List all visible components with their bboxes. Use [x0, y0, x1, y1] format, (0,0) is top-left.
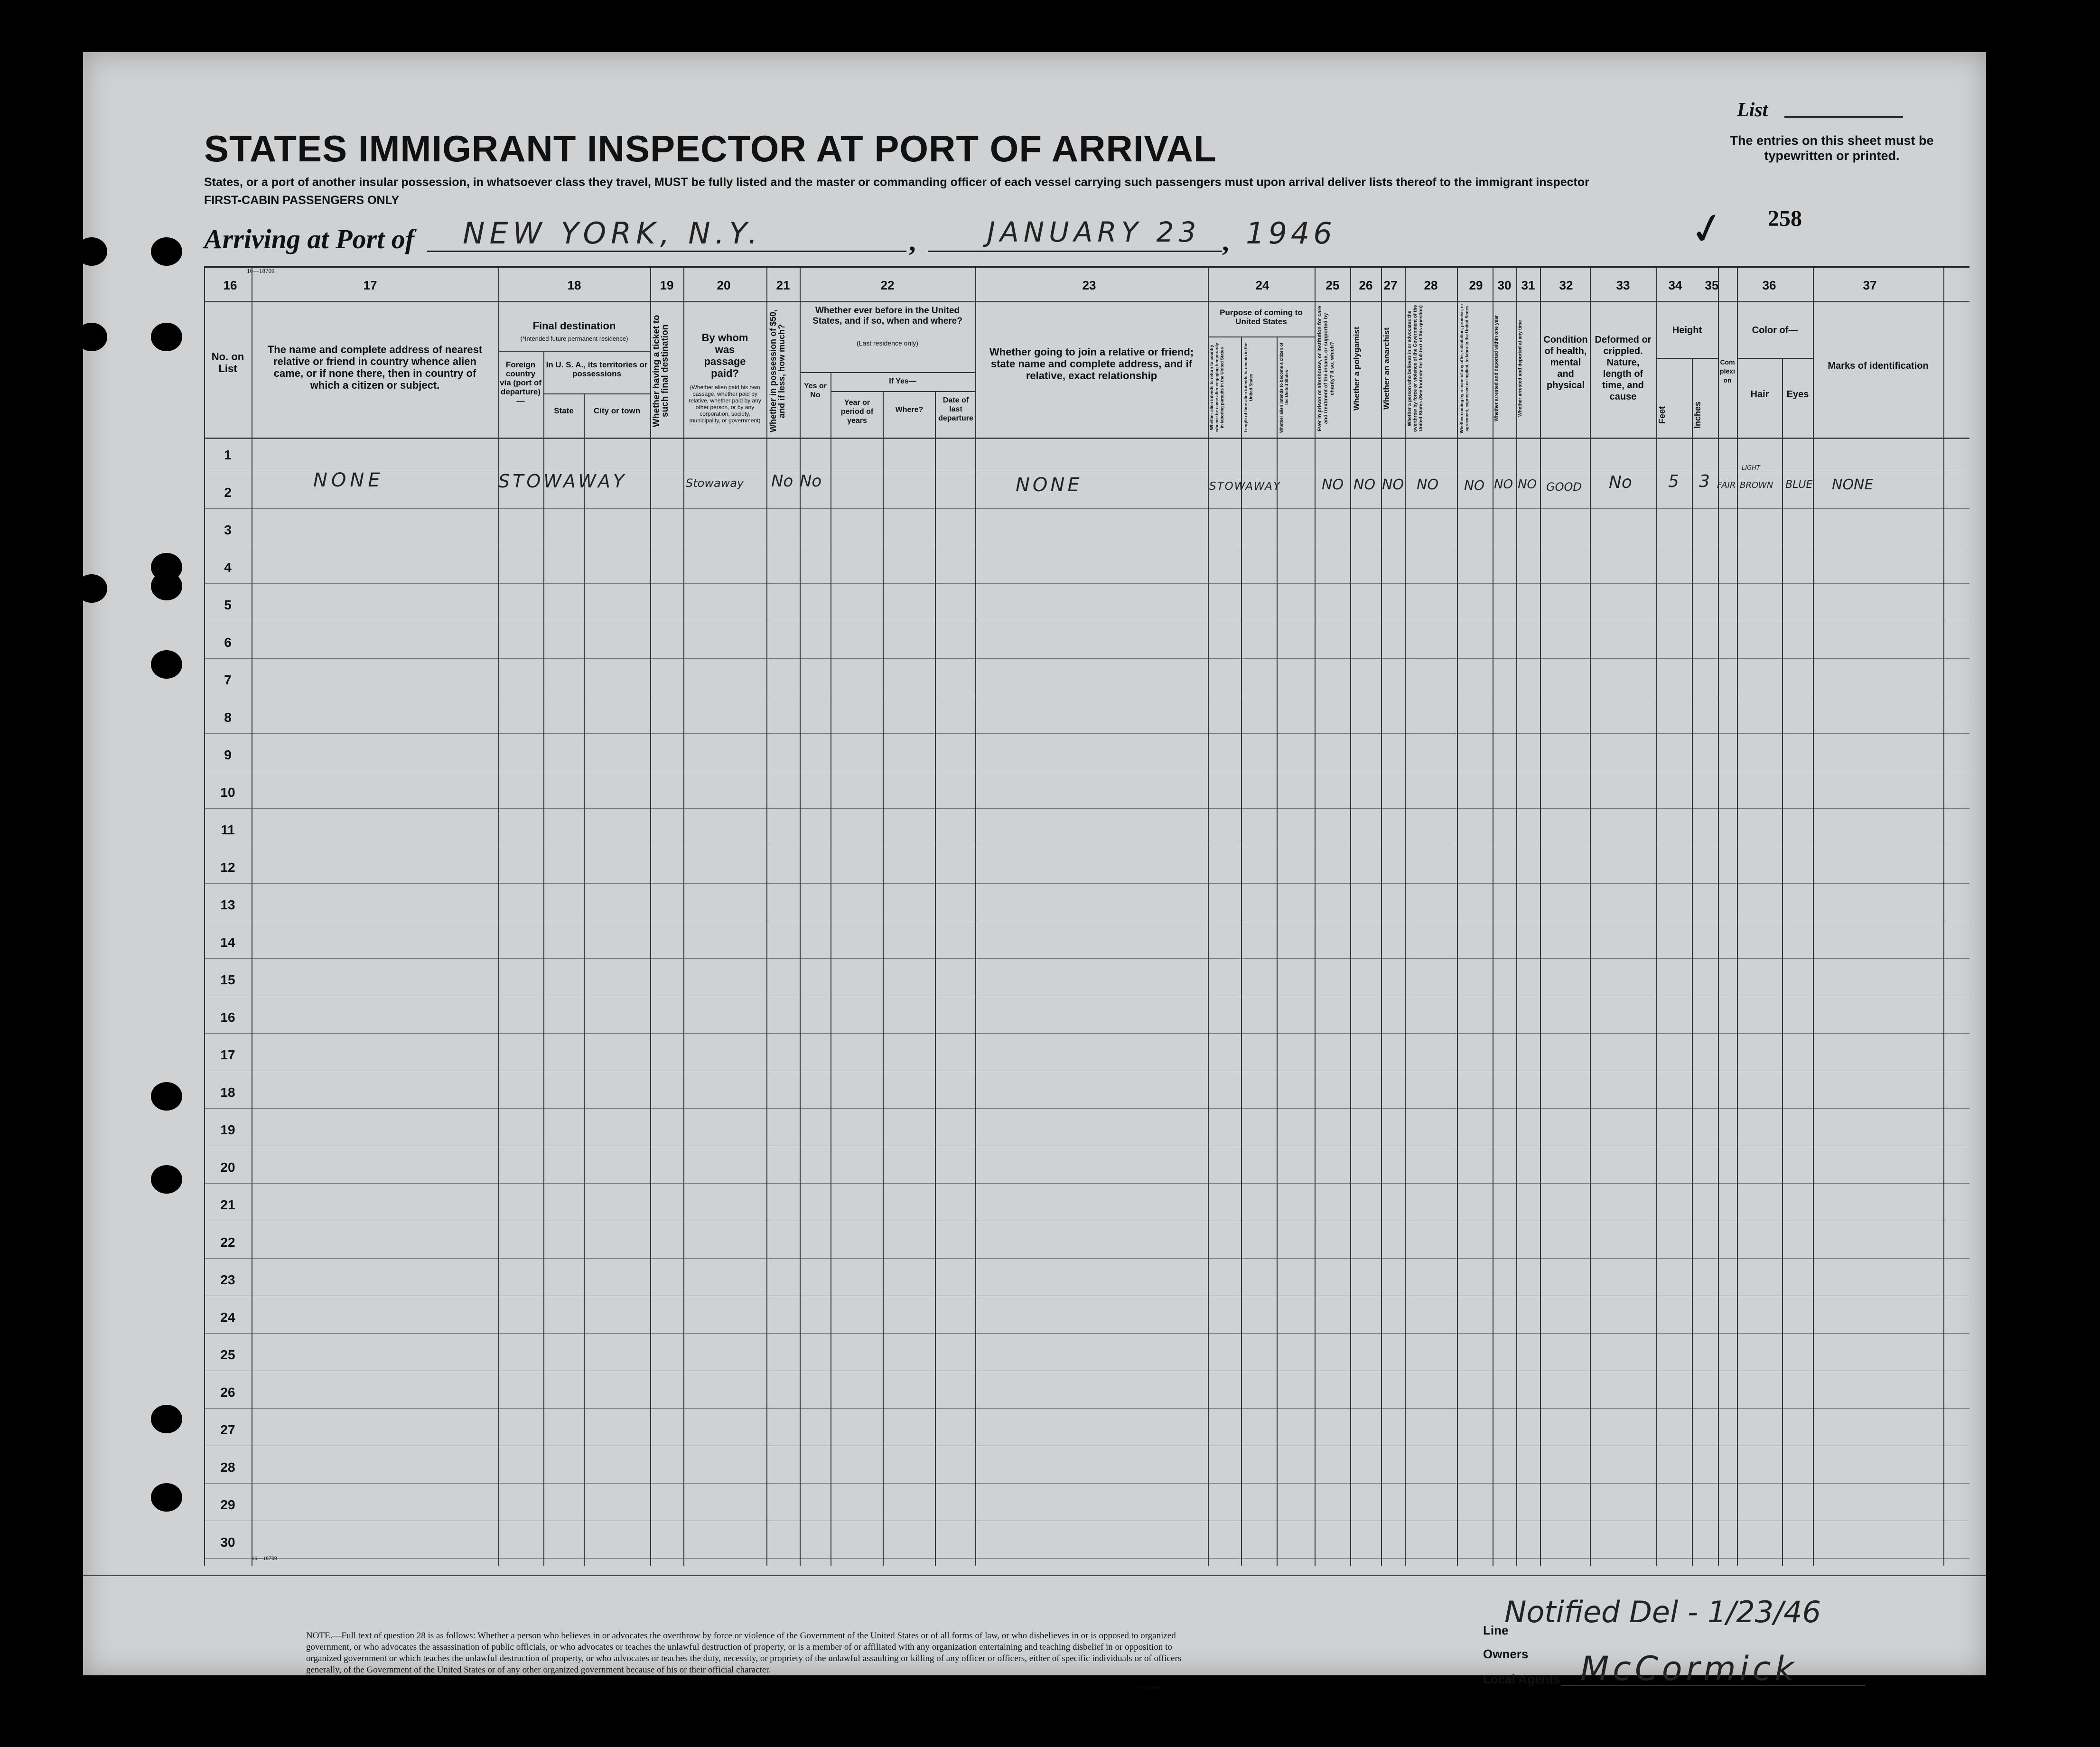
typewritten-instructions: The entries on this sheet must be typewritten or printed.	[1730, 133, 1934, 163]
row-number: 24	[220, 1310, 235, 1325]
footer-divider	[83, 1575, 1986, 1576]
hdr-purpose: Purpose of coming to United States	[1220, 308, 1303, 326]
entry-before-us: No	[800, 472, 822, 491]
col-divider	[1315, 268, 1316, 1566]
punch-hole	[151, 572, 182, 600]
line-value: Notified Del - 1/23/46	[1504, 1595, 1821, 1629]
hdr-polygamist: Whether a polygamist	[1352, 327, 1361, 411]
row-number: 19	[220, 1122, 235, 1137]
col-divider	[935, 391, 936, 1566]
punch-hole	[76, 323, 107, 351]
row-line	[204, 583, 1969, 584]
hdr-final-destination-note: (*Intended future permanent residence)	[520, 335, 628, 342]
class-note: FIRST-CABIN PASSENGERS ONLY	[204, 194, 400, 207]
subhdr-line	[1656, 358, 1718, 359]
col-divider	[1813, 268, 1814, 1566]
hdr-final-destination: Final destination	[532, 320, 616, 332]
entry-inches: 3	[1699, 472, 1710, 491]
row-line	[204, 1408, 1969, 1409]
col-divider	[1782, 358, 1783, 1566]
subhdr-line	[831, 391, 975, 392]
col-num-34: 34	[1668, 278, 1682, 292]
hdr-passage-paid: By whom was passage paid?	[701, 332, 748, 379]
punch-hole	[151, 237, 182, 266]
hdr-purpose-return: Whether alien intends to return to country whence he came after engaging temporarily in laboring pursuits in the United States	[1209, 343, 1224, 432]
col-divider	[800, 268, 801, 1566]
hdr-purpose-citizen: Whether alien intends to become a citizen of the United States	[1279, 342, 1289, 433]
row-line	[204, 1183, 1969, 1184]
hdr-ever-before: Whether ever before in the United States, and if so, when and where?	[812, 306, 962, 326]
form-subtitle: States, or a port of another insular possession, in whatsoever class they travel, MUST be fully listed and the master or commanding officer of each vessel carrying such passengers must upon arrival deliver lists thereof to the immigrant inspector	[204, 176, 1589, 189]
row-number: 8	[224, 710, 232, 725]
col-divider	[975, 268, 976, 1566]
entry-polygamist: NO	[1353, 476, 1376, 493]
hdr-hair: Hair	[1750, 389, 1769, 400]
subhdr-line	[543, 393, 650, 394]
row-line	[204, 1558, 1969, 1559]
col-divider	[1457, 268, 1458, 1566]
col-num-17: 17	[363, 278, 377, 292]
col-divider	[766, 268, 767, 1566]
entry-health: GOOD	[1546, 480, 1582, 494]
row-number: 5	[224, 598, 232, 612]
col-num-22: 22	[880, 278, 895, 292]
col-divider	[1656, 268, 1657, 1566]
table-form-code: 16—18709	[252, 1555, 277, 1561]
col-divider	[543, 351, 544, 1566]
manifest-table	[204, 266, 1969, 1566]
col-divider	[1692, 358, 1693, 1566]
subhdr-line	[1208, 336, 1315, 337]
col-divider	[1943, 268, 1944, 1566]
entry-eyes: BLUE	[1785, 479, 1813, 491]
row-number: 18	[220, 1085, 235, 1100]
punch-hole	[76, 237, 107, 266]
row-number: 21	[220, 1197, 235, 1212]
punch-hole	[151, 1405, 182, 1433]
hdr-where: Where?	[895, 406, 924, 414]
punch-hole	[151, 1082, 182, 1111]
hdr-prison: Ever in prison or almshouse, or institution for care and treatment of the insane, or supported by charity? If so, which?	[1317, 306, 1335, 431]
row-number: 2	[224, 485, 232, 500]
entry-anarchist: NO	[1382, 476, 1404, 493]
row-line	[204, 1333, 1969, 1334]
entry-deported-one-year: NO	[1494, 477, 1513, 492]
port-value: NEW YORK, N.Y.	[463, 216, 762, 251]
row-line	[204, 883, 1969, 884]
date-underline	[928, 251, 1222, 252]
col-divider	[584, 393, 585, 1566]
hdr-contract-labor: Whether coming by reason of any offer, solicitation, promise, or agreement, expressed or implied, to labor in the United States	[1459, 303, 1469, 434]
page-number: 258	[1768, 206, 1802, 231]
col-num-28: 28	[1424, 278, 1438, 292]
entry-prison: NO	[1322, 476, 1344, 493]
col-num-16: 16	[223, 278, 237, 292]
col-num-30: 30	[1497, 278, 1512, 292]
col-divider	[1241, 336, 1242, 1566]
row-number: 28	[220, 1460, 235, 1475]
row-number: 12	[220, 860, 235, 875]
line-label: Line	[1483, 1623, 1509, 1637]
col-num-25: 25	[1325, 278, 1340, 292]
hdr-no-on-list: No. on List	[211, 351, 244, 374]
col-num-23: 23	[1082, 278, 1096, 292]
col-divider	[650, 268, 651, 1566]
col-num-21: 21	[776, 278, 790, 292]
checkmark-icon: ✓	[1685, 203, 1730, 256]
col-divider	[1405, 268, 1406, 1566]
col-divider	[1208, 268, 1209, 1566]
col-divider	[1737, 268, 1738, 1566]
punch-hole	[151, 650, 182, 679]
hdr-ticket: Whether having a ticket to such final destination	[652, 315, 670, 427]
row-line	[204, 733, 1969, 734]
hdr-foreign-country: Foreign country via (port of departure)—	[500, 360, 541, 405]
col-num-18: 18	[567, 278, 581, 292]
row-number: 15	[220, 972, 235, 987]
hdr-state: State	[554, 406, 574, 415]
entry-hair: BROWN	[1740, 480, 1773, 490]
row-number: 17	[220, 1047, 235, 1062]
entry-marks: NONE	[1832, 476, 1874, 493]
note-form-code: 16—18709b	[1134, 1685, 1160, 1691]
entry-destination: STOWAWAY	[498, 471, 627, 492]
row-line	[204, 1033, 1969, 1034]
local-agents-label: Local Agents	[1483, 1672, 1560, 1686]
col-num-36: 36	[1762, 278, 1776, 292]
comma: ,	[909, 226, 916, 257]
entry-hair-prefix: LIGHT	[1742, 465, 1760, 472]
row-line	[204, 508, 1969, 509]
hdr-last-departure: Date of last departure	[938, 396, 973, 422]
entry-purpose: STOWAWAY	[1209, 480, 1281, 493]
hdr-condition-health: Condition of health, mental and physical	[1543, 335, 1588, 391]
hdr-deported-one-year: Whether arrested and deported within one year	[1494, 315, 1499, 422]
col-num-35: 35	[1705, 278, 1719, 292]
col-divider	[1516, 268, 1517, 1566]
col-divider	[1718, 268, 1719, 1566]
col-num-26: 26	[1359, 278, 1373, 292]
punch-hole	[151, 323, 182, 351]
hdr-nearest-relative: The name and complete address of nearest relative or friend in country whence alien came, or if none there, then in country of which a citizen or subject.	[267, 344, 483, 391]
col-divider	[1350, 268, 1351, 1566]
comma: ,	[1222, 226, 1229, 257]
hdr-deformed: Deformed or crippled. Nature, length of time, and cause	[1595, 335, 1652, 402]
subhdr-line	[800, 372, 975, 373]
row-number: 3	[224, 523, 232, 537]
row-number: 11	[221, 822, 235, 837]
row-number: 16	[220, 1010, 235, 1025]
row-number: 4	[224, 560, 232, 575]
row-number: 10	[220, 785, 235, 800]
entry-deformed: No	[1609, 473, 1632, 492]
row-line	[204, 658, 1969, 659]
row-line	[204, 1108, 1969, 1109]
col-divider	[1381, 268, 1382, 1566]
entry-feet: 5	[1668, 472, 1679, 491]
port-underline	[427, 251, 906, 252]
col-divider	[498, 268, 499, 1566]
header-bottom	[204, 438, 1969, 439]
hdr-purpose-length: Length of time alien intends to remain in the United States	[1243, 343, 1253, 433]
hdr-anarchist: Whether an anarchist	[1382, 327, 1391, 410]
col-divider	[883, 391, 884, 1566]
hdr-passage-paid-note: (Whether alien paid his own passage, whether paid by relative, whether paid by any other person, or by any corporation, society, municipality, or government)	[689, 384, 761, 424]
hdr-deported-any-time: Whether arrested and deported at any time	[1518, 320, 1523, 417]
row-number: 6	[224, 635, 232, 650]
date-value: JANUARY 23	[987, 216, 1201, 248]
col-divider	[1277, 336, 1278, 1566]
year-value: 1946	[1246, 216, 1336, 251]
subhdr-line	[1737, 358, 1813, 359]
row-line	[204, 1258, 1969, 1259]
col-num-27: 27	[1383, 278, 1398, 292]
hdr-yes-no: Yes or No	[803, 382, 827, 399]
hdr-city: City or town	[593, 406, 641, 415]
entry-deported-any-time: NO	[1518, 477, 1537, 492]
arriving-label: Arriving at Port of	[204, 224, 415, 254]
row-number: 20	[220, 1160, 235, 1175]
punch-hole	[151, 1483, 182, 1512]
subhdr-line	[498, 351, 650, 352]
question-28-note: NOTE.—Full text of question 28 is as follows: Whether a person who believes in or advocates the overthrow by force or violence of the Government of the United States or of all forms of law, or who disbelieves in or is opposed to organized government, or who advocates the assassination of public officials, or who advocates or teaches the unlawful destruction of property, or is a member of or affiliated with any organization entertaining and teaching disbelief in or opposition to organized government or which teaches the unlawful destruction of property, or who advocates or teaches the duty, necessity, or propriety of the unlawful assaulting or killing of any officer or officers, either of specific individuals or of officers generally, of the Government of the United States or of any other organized government because of his or their official character.	[306, 1631, 1182, 1675]
owners-label: Owners	[1483, 1647, 1529, 1661]
header-divider	[204, 301, 1969, 302]
hdr-complexion: Complexion	[1720, 358, 1735, 384]
entry-money: No	[771, 472, 793, 491]
col-num-19: 19	[660, 278, 674, 292]
hdr-height: Height	[1672, 325, 1702, 336]
row-number: 25	[220, 1347, 235, 1362]
hdr-overthrow: Whether a person who believes in or advocates the overthrow by force or violence of the Government of the United States (See footnote for full text of this question)	[1407, 305, 1424, 432]
row-line	[204, 808, 1969, 809]
row-number: 14	[220, 935, 235, 950]
col-divider	[683, 268, 684, 1566]
hdr-color-of: Color of—	[1752, 325, 1798, 336]
hdr-feet: Feet	[1657, 406, 1667, 424]
hdr-inches: Inches	[1693, 401, 1702, 429]
row-number: 13	[220, 897, 235, 912]
hdr-eyes: Eyes	[1786, 389, 1809, 400]
entry-relative: NONE	[313, 469, 384, 491]
col-divider	[1540, 268, 1541, 1566]
list-label: List	[1737, 99, 1768, 121]
hdr-period: Year or period of years	[840, 399, 874, 425]
col-num-31: 31	[1521, 278, 1535, 292]
hdr-join-relative: Whether going to join a relative or friend; state name and complete address, and if relative, exact relationship	[989, 346, 1194, 382]
entry-overthrow: NO	[1417, 476, 1439, 493]
row-number: 30	[220, 1535, 235, 1550]
row-number: 1	[224, 448, 232, 462]
col-num-29: 29	[1469, 278, 1483, 292]
entry-join: NONE	[1016, 474, 1083, 496]
punch-hole	[151, 1165, 182, 1194]
col-num-33: 33	[1616, 278, 1630, 292]
row-number: 7	[224, 673, 232, 687]
form-title: STATES IMMIGRANT INSPECTOR AT PORT OF ARRIVAL	[204, 128, 1217, 169]
list-underline	[1784, 116, 1903, 118]
row-number: 26	[220, 1385, 235, 1400]
row-number: 27	[220, 1422, 235, 1437]
row-number: 23	[220, 1272, 235, 1287]
hdr-fifty-dollars: Whether in possession of $50, and if less, how much?	[768, 309, 786, 433]
local-agents-value: McCormick	[1580, 1649, 1798, 1688]
form-code: 16—18709	[247, 267, 275, 274]
col-num-32: 32	[1559, 278, 1573, 292]
row-number: 22	[220, 1235, 235, 1250]
col-num-24: 24	[1255, 278, 1269, 292]
col-num-37: 37	[1863, 278, 1877, 292]
hdr-last-residence: (Last residence only)	[857, 339, 918, 347]
row-line	[204, 1483, 1969, 1484]
row-number: 29	[220, 1497, 235, 1512]
row-number: 9	[224, 747, 232, 762]
entry-complexion: FAIR	[1717, 480, 1736, 490]
col-num-20: 20	[717, 278, 731, 292]
row-line	[204, 958, 1969, 959]
hdr-if-yes: If Yes—	[889, 377, 916, 385]
entry-contract-labor: NO	[1464, 477, 1484, 493]
hdr-marks: Marks of identification	[1828, 361, 1929, 371]
entry-paid-by: Stowaway	[686, 476, 744, 490]
col-divider	[1590, 268, 1591, 1566]
hdr-in-usa: In U. S. A., its territories or possessions	[546, 360, 648, 378]
punch-hole	[76, 574, 107, 603]
agents-underline	[1561, 1685, 1865, 1686]
